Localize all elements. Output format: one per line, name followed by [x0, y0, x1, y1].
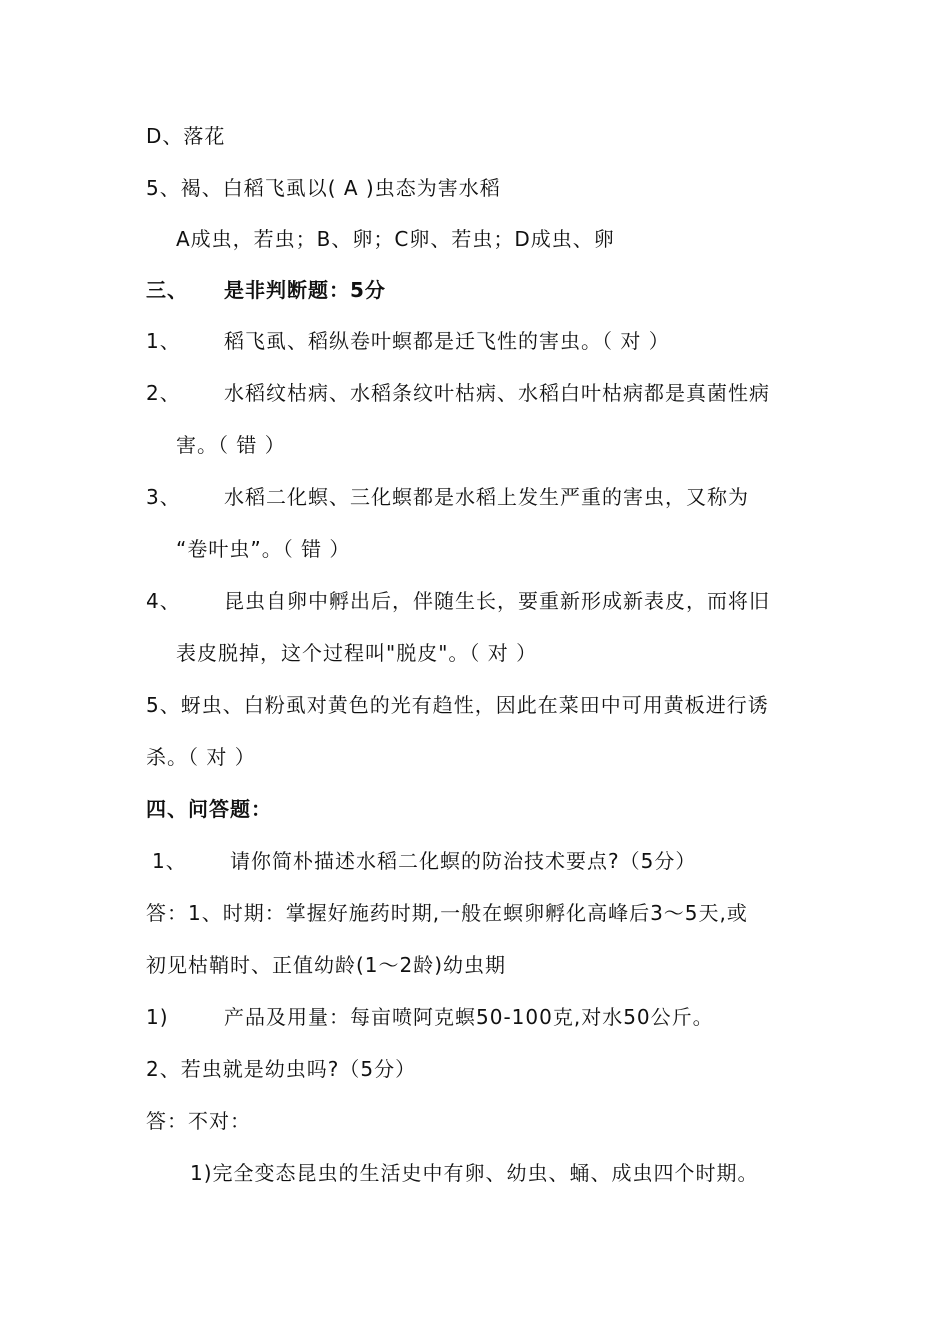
- judge-item-1: [146, 328, 670, 354]
- judge-item-1-number: 1、: [146, 329, 181, 353]
- section-3-heading: [146, 277, 386, 303]
- judge-item-3-text: 水稻二化螟、三化螟都是水稻上发生严重的害虫，又称为: [224, 485, 749, 509]
- judge-item-4-number: 4、: [146, 589, 181, 613]
- qa-item-1-text: 请你简朴描述水稻二化螟的防治技术要点?（5分）: [230, 849, 697, 873]
- judge-item-3-number: 3、: [146, 485, 181, 509]
- judge-item-4-text: 昆虫自卵中孵出后，伴随生长，要重新形成新表皮，而将旧: [224, 589, 770, 613]
- qa-item-1: [152, 848, 696, 874]
- judge-item-2: [146, 380, 770, 406]
- judge-item-4: [146, 588, 770, 614]
- judge-item-2-number: 2、: [146, 381, 181, 405]
- section-3-title: 是非判断题：5分: [224, 278, 386, 302]
- section-4-heading: 四、问答题：: [146, 797, 272, 821]
- qa-answer-1-sub-text: 产品及用量：每亩喷阿克螟50-100克,对水50公斤。: [224, 1005, 714, 1029]
- qa-answer-1-sub-number: 1): [146, 1005, 169, 1029]
- section-3-number: 三、: [146, 278, 188, 302]
- judge-item-3-continuation: “卷叶虫”。（ 错 ）: [176, 537, 351, 561]
- option-d-line: D、落花: [146, 124, 226, 148]
- judge-item-3: [146, 484, 749, 510]
- qa-answer-1-line-3: [146, 1004, 714, 1030]
- judge-item-2-text: 水稻纹枯病、水稻条纹叶枯病、水稻白叶枯病都是真菌性病: [224, 381, 770, 405]
- question-5-line: 5、褐、白稻飞虱以( A )虫态为害水稻: [146, 176, 501, 200]
- question-5-options-line: A成虫，若虫；B、卵；C卵、若虫；D成虫、卵: [176, 227, 615, 251]
- judge-item-2-continuation: 害。（ 错 ）: [176, 433, 286, 457]
- qa-answer-2-line-2: 1)完全变态昆虫的生活史中有卵、幼虫、蛹、成虫四个时期。: [190, 1161, 759, 1185]
- judge-item-1-text: 稻飞虱、稻纵卷叶螟都是迁飞性的害虫。（ 对 ）: [224, 329, 670, 353]
- qa-answer-2-line-1: 答：不对：: [146, 1109, 251, 1133]
- qa-item-1-number: 1、: [152, 849, 187, 873]
- qa-answer-1-line-2: 初见枯鞘时、正值幼龄(1～2龄)幼虫期: [146, 953, 507, 977]
- qa-answer-1-line-1: 答：1、时期：掌握好施药时期,一般在螟卵孵化高峰后3～5天,或: [146, 901, 748, 925]
- judge-item-5-continuation: 杀。（ 对 ）: [146, 745, 256, 769]
- qa-item-2: 2、若虫就是幼虫吗?（5分）: [146, 1057, 417, 1081]
- judge-item-5: 5、蚜虫、白粉虱对黄色的光有趋性，因此在菜田中可用黄板进行诱: [146, 693, 769, 717]
- judge-item-4-continuation: 表皮脱掉，这个过程叫"脱皮"。（ 对 ）: [176, 641, 538, 665]
